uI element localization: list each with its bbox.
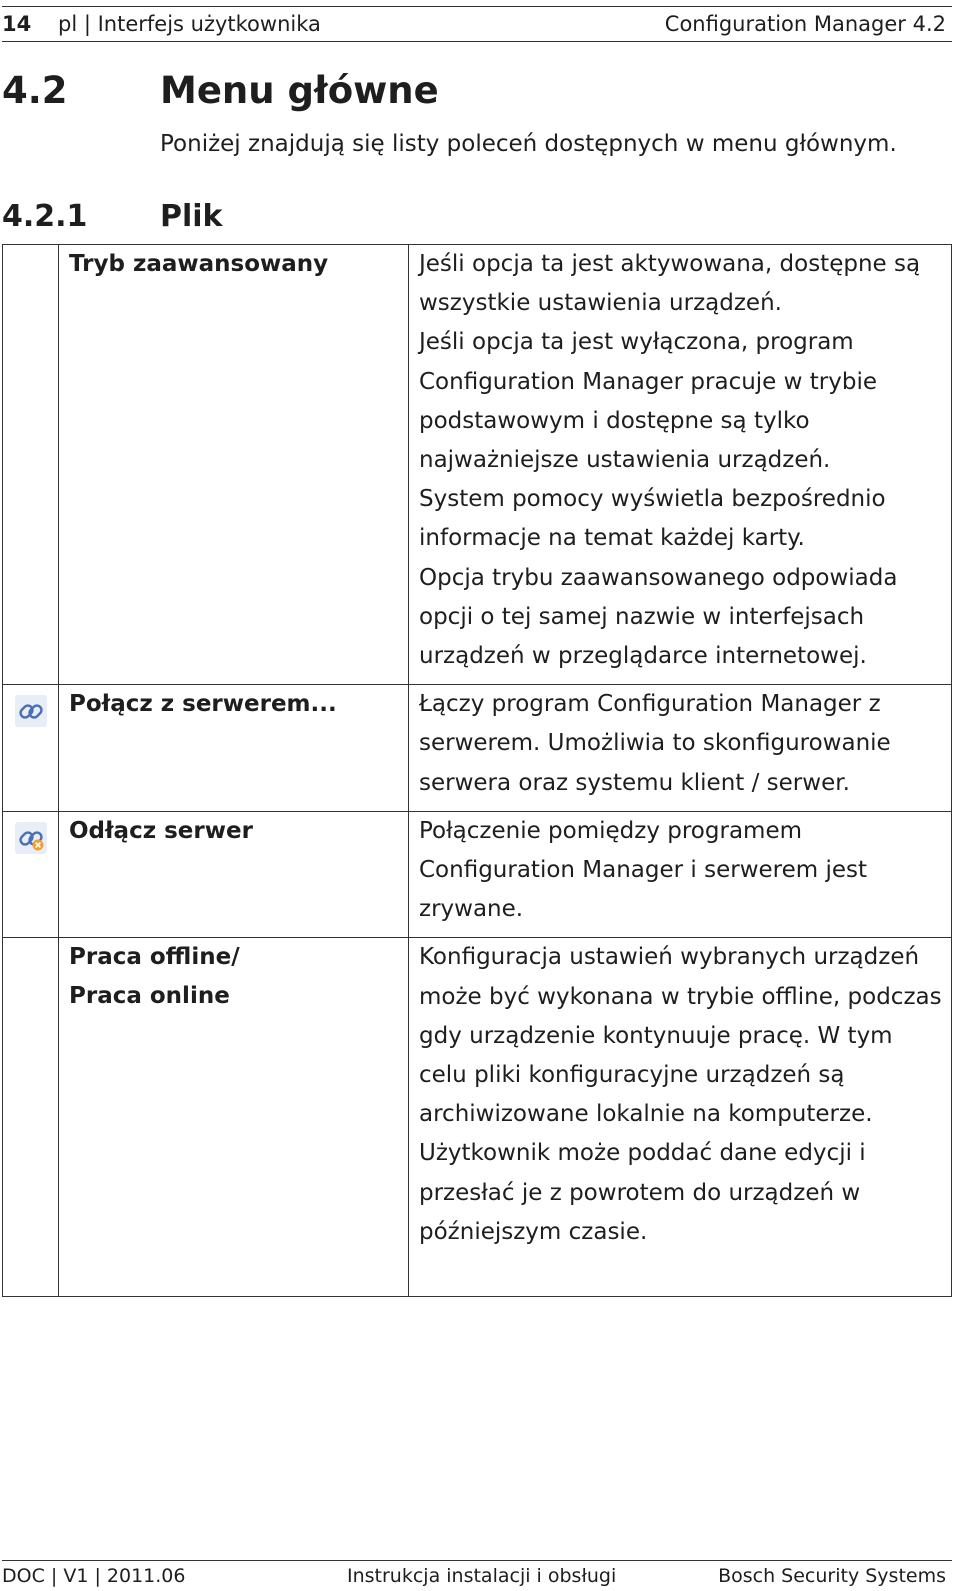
product-name: Configuration Manager 4.2 xyxy=(664,12,946,36)
connect-server-icon xyxy=(15,695,47,727)
command-name: Połącz z serwerem... xyxy=(59,685,409,812)
disconnect-server-icon xyxy=(15,822,47,854)
description-paragraph: Połączenie pomiędzy programem Configuration Manager i serwerem jest zrywane. xyxy=(419,817,868,923)
description-paragraph: Jeśli opcja ta jest aktywowana, dostępne są wszystkie ustawienia urządzeń. xyxy=(419,251,921,317)
command-name: Tryb zaawansowany xyxy=(59,245,409,685)
icon-cell xyxy=(3,938,59,1297)
page-number: 14 xyxy=(2,12,32,36)
icon-cell xyxy=(3,685,59,812)
section-intro: Poniżej znajdują się listy poleceń dostępnych w menu głównym. xyxy=(160,131,897,157)
section-title: Menu główne xyxy=(160,69,439,112)
company-name: Bosch Security Systems xyxy=(718,1565,946,1587)
command-description xyxy=(409,938,952,1297)
description-paragraph: Łączy program Configuration Manager z serwerem. Umożliwia to skonfigurowanie serwera oraz systemu klient / serwer. xyxy=(419,691,891,796)
icon-cell xyxy=(3,245,59,685)
table-row xyxy=(3,685,952,812)
description-paragraph: System pomocy wyświetla bezpośrednio informacje na temat każdej karty. xyxy=(419,486,886,552)
section-number: 4.2 xyxy=(2,69,68,112)
table-row xyxy=(3,245,952,685)
command-description xyxy=(409,245,952,685)
table-row xyxy=(3,938,952,1297)
command-name: Odłącz serwer xyxy=(59,811,409,938)
command-table xyxy=(2,244,952,1297)
command-description xyxy=(409,811,952,938)
page-footer xyxy=(2,1560,952,1591)
description-paragraph: Jeśli opcja ta jest wyłączona, program Configuration Manager pracuje w trybie podstawowym i dostępne są tylko najważniejsze ustawienia urządzeń. xyxy=(419,329,877,474)
subsection-number: 4.2.1 xyxy=(2,199,88,234)
icon-cell xyxy=(3,811,59,938)
command-name-line: Praca online xyxy=(69,983,230,1010)
description-paragraph: Konfiguracja ustawień wybranych urządzeń może być wykonana w trybie offline, podczas gdy urządzenie kontynuuje pracę. W tym celu pliki konfiguracyjne urządzeń są archiwizowane lokalnie na komputerze. Użytkownik może poddać dane edycji i przesłać je z powrotem do urządzeń w późniejszym czasie. xyxy=(419,944,942,1245)
command-description xyxy=(409,685,952,812)
command-name-line: Praca offline/ xyxy=(69,944,240,971)
manual-title: Instrukcja instalacji i obsługi xyxy=(347,1565,617,1587)
document-version: DOC | V1 | 2011.06 xyxy=(2,1565,186,1587)
table-row xyxy=(3,811,952,938)
description-paragraph: Opcja trybu zaawansowanego odpowiada opcji o tej samej nazwie w interfejsach urządzeń w przeglądarce internetowej. xyxy=(419,564,898,670)
command-name xyxy=(59,938,409,1297)
chapter-title: pl | Interfejs użytkownika xyxy=(58,12,321,36)
subsection-title: Plik xyxy=(160,199,223,234)
page-header xyxy=(2,6,952,42)
